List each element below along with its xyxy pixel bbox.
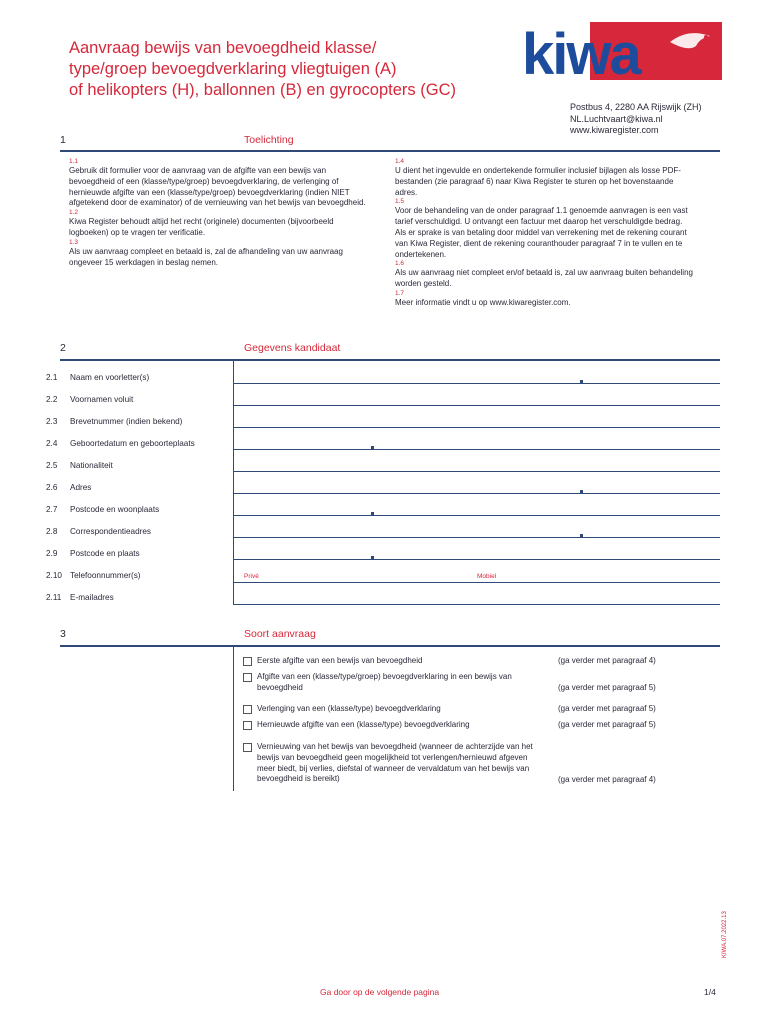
option-2-label: Afgifte van een (klasse/type/groep) bevoegdverklaring in een bewijs van bevoegdheid <box>257 672 512 692</box>
field-marker <box>580 534 583 537</box>
option-3-label: Verlenging van een (klasse/type) bevoegdverklaring <box>257 704 441 713</box>
next-page-hint: Ga door op de volgende pagina <box>320 987 440 997</box>
section-1-title: Toelichting <box>244 134 294 146</box>
field-label-address: Adres <box>70 483 92 492</box>
address-block: Postbus 4, 2280 AA Rijswijk (ZH) NL.Luchtvaart@kiwa.nl www.kiwaregister.com <box>570 102 702 135</box>
option-5-label: Vernieuwing van het bewijs van bevoegdheid (wanneer de achterzijde van het bewijs van bevoegdheid geen mogelijkheid tot verlengen/hernieuwd afgeven meer biedt, bij verlies, diefstal of wanneer de vervaldatum van het bewijs van bevoegdheid is bereikt) <box>257 742 533 784</box>
field-label-postcode-city: Postcode en woonplaats <box>70 505 160 514</box>
section-2-rule <box>60 359 720 361</box>
option-2-note: (ga verder met paragraaf 5) <box>558 683 656 692</box>
field-label-email: E-mailadres <box>70 593 114 602</box>
field-line-email[interactable] <box>233 604 720 605</box>
field-label-nationality: Nationaliteit <box>70 461 113 470</box>
field-line-correspondence[interactable] <box>233 537 720 538</box>
field-marker <box>580 490 583 493</box>
field-line-birth[interactable] <box>233 449 720 450</box>
section-3-title: Soort aanvraag <box>244 628 316 640</box>
field-line-name[interactable] <box>233 383 720 384</box>
option-5-checkbox[interactable] <box>243 743 252 752</box>
field-marker <box>371 512 374 515</box>
field-label-correspondence: Correspondentieadres <box>70 527 152 536</box>
phone-private-label: Privé <box>244 573 259 580</box>
option-2-checkbox[interactable] <box>243 673 252 682</box>
section-2-title: Gegevens kandidaat <box>244 342 341 354</box>
field-label-birth: Geboortedatum en geboorteplaats <box>70 439 195 448</box>
field-line-first-names[interactable] <box>233 405 720 406</box>
field-line-postcode-city[interactable] <box>233 515 720 516</box>
field-label-name: Naam en voorletter(s) <box>70 373 150 382</box>
field-marker <box>371 556 374 559</box>
field-label-first-names: Voornamen voluit <box>70 395 134 404</box>
option-3-checkbox[interactable] <box>243 705 252 714</box>
form-title: Aanvraag bewijs van bevoegdheid klasse/ type/groep bevoegdverklaring vliegtuigen (A) of helikopters (H), ballonnen (B) en gyrocopters (GC) <box>69 39 456 99</box>
section-1-rule <box>60 150 720 152</box>
option-5-note: (ga verder met paragraaf 4) <box>558 775 656 784</box>
field-line-address[interactable] <box>233 493 720 494</box>
section-1-right-column: 1.4 U dient het ingevulde en ondertekende formulier inclusief bijlagen als losse PDF-bestanden (zie paragraaf 6) naar Kiwa Register te sturen op het bovenstaande adres. 1.5 Voor de behandeling van de onder paragraaf 1.1 genoemde aanvragen is een vast tarief verschuldigd. U ontvangt een factuur met daarop het verschuldigde bedrag. Als er sprake is van betaling door middel van verrekening met de rekening courant van Kiwa Register, dient de rekening couranthouder paragraaf 7 in te vullen en te ondertekenen. 1.6 Als uw aanvraag niet compleet en/of betaald is, zal uw aanvraag buiten behandeling worden gesteld. 1.7 Meer informatie vindt u op www.kiwaregister.com. <box>395 158 693 307</box>
svg-text:kiwa: kiwa <box>522 22 640 87</box>
page-number: 1/4 <box>704 987 716 997</box>
form-code: KIWA.07.2022.13 <box>722 911 728 958</box>
field-label-license-number: Brevetnummer (indien bekend) <box>70 417 183 426</box>
field-label-postcode-place: Postcode en plaats <box>70 549 140 558</box>
option-1-checkbox[interactable] <box>243 657 252 666</box>
section-3-rule <box>60 645 720 647</box>
option-4-label: Hernieuwde afgifte van een (klasse/type) bevoegdverklaring <box>257 720 470 729</box>
option-1-label: Eerste afgifte van een bewijs van bevoegdheid <box>257 656 423 665</box>
option-1-note: (ga verder met paragraaf 4) <box>558 656 656 665</box>
section-3-number: 3 <box>60 628 66 640</box>
field-line-postcode-place[interactable] <box>233 559 720 560</box>
field-marker <box>371 446 374 449</box>
field-line-phone[interactable] <box>233 582 720 583</box>
field-line-nationality[interactable] <box>233 471 720 472</box>
section-3-divider <box>233 647 234 791</box>
kiwa-logo <box>520 22 722 88</box>
field-line-license-number[interactable] <box>233 427 720 428</box>
section-1-left-column: 1.1 Gebruik dit formulier voor de aanvraag van de afgifte van een bewijs van bevoegdheid of een (klasse/type/groep) bevoegdverklaring, de verlenging of hernieuwde afgifte van een (klasse/type/groep) bevoegdverklaring (indien NIET afgetekend door de examinator) of de vernieuwing van het bewijs van bevoegdheid. 1.2 Kiwa Register behoudt altijd het recht (originele) documenten (bijvoorbeeld logboeken) op te vragen ter verificatie. 1.3 Als uw aanvraag compleet en betaald is, zal de afhandeling van uw aanvraag ongeveer 15 werkdagen in beslag nemen. <box>69 158 366 267</box>
field-marker <box>580 380 583 383</box>
option-3-note: (ga verder met paragraaf 5) <box>558 704 656 713</box>
option-4-note: (ga verder met paragraaf 5) <box>558 720 656 729</box>
section-2-number: 2 <box>60 342 66 354</box>
option-4-checkbox[interactable] <box>243 721 252 730</box>
field-label-phone: Telefoonnummer(s) <box>70 571 141 580</box>
section-1-number: 1 <box>60 134 66 146</box>
phone-mobile-label: Mobiel <box>477 573 497 580</box>
section-2-field-divider <box>233 361 234 605</box>
